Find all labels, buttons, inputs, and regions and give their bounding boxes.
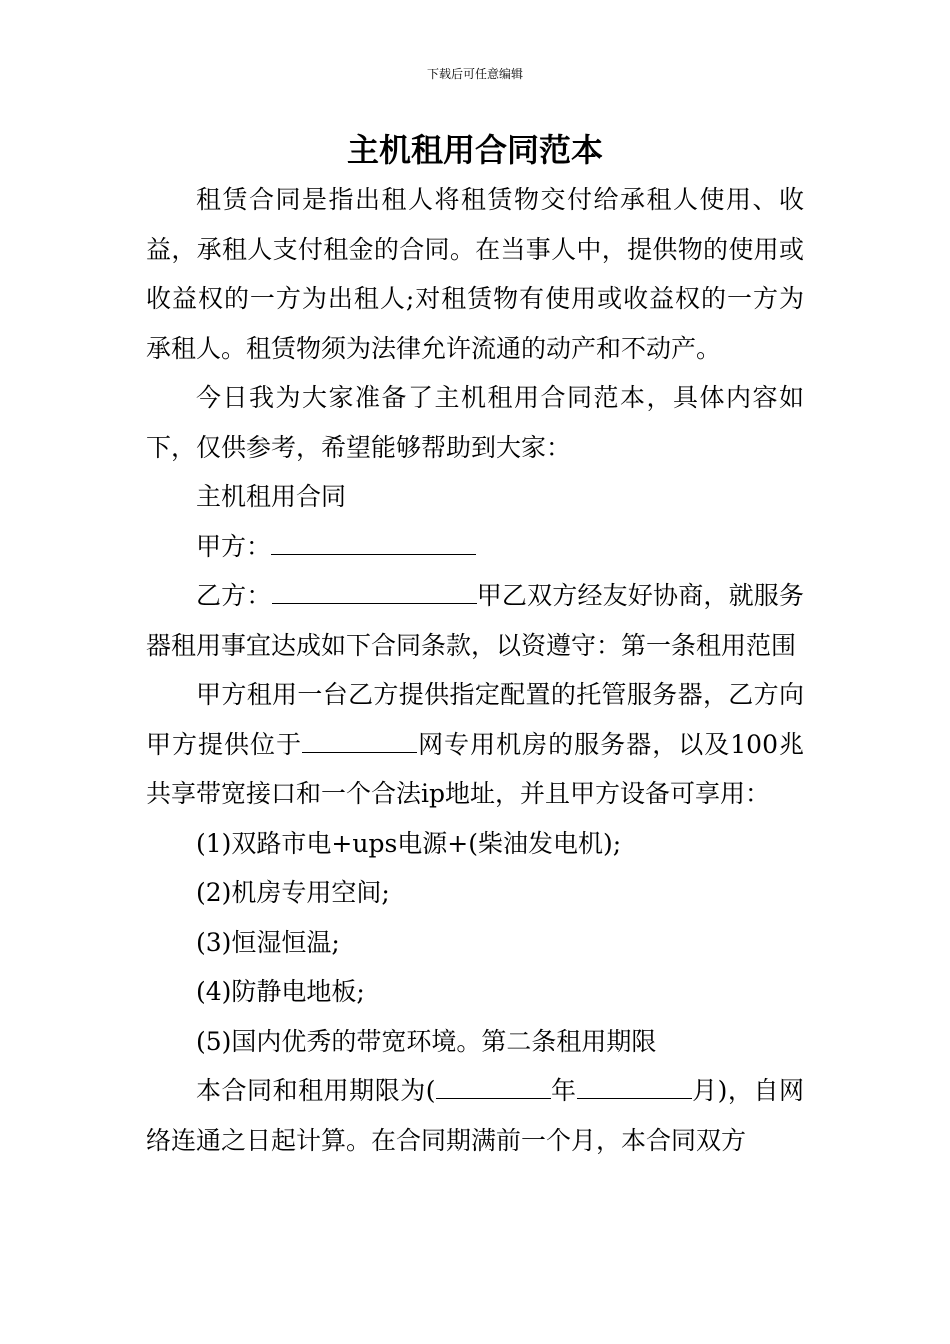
intro-paragraph: 租赁合同是指出租人将租赁物交付给承租人使用、收益，承租人支付租金的合同。在当事人中，提供物的使用或收益权的一方为出租人;对租赁物有使用或收益权的一方为承租人。租赁物须为法律允许流通的动产和不动产。 [146,185,804,363]
document-body [146,175,804,1165]
party-b-paragraph [146,571,804,670]
list-item: (5)国内优秀的带宽环境。第二条租用期限 [196,1026,657,1056]
party-b-text: 甲乙双方经友好协商，就服务器租用事宜达成如下合同条款，以资遵守：第一条租用范围 [146,581,804,660]
scope-paragraph [146,670,804,819]
term-text-b: 月)，自网络连通之日起计算。在合同期满前一个月，本合同双方 [146,1076,804,1155]
list-item: (3)恒湿恒温; [196,927,340,957]
page-title: 主机租用合同范本 [346,131,603,169]
contract-heading: 主机租用合同 [196,482,347,511]
party-a-line [146,522,804,572]
preface-paragraph: 今日我为大家准备了主机租用合同范本，具体内容如下，仅供参考，希望能够帮助到大家： [146,383,804,462]
scope-text-b: 网专用机房的服务器，以及100兆共享带宽接口和一个合法ip地址，并且甲方设备可享用： [146,729,804,808]
term-paragraph [146,1066,804,1165]
network-blank [302,726,417,753]
year-blank [436,1072,551,1099]
header-note: 下载后可任意编辑 [426,67,523,81]
party-a-blank [271,528,476,555]
list-item: (2)机房专用空间; [196,878,390,907]
scope-text-a: 甲方租用一台乙方提供指定配置的托管服务器，乙方向甲方提供位于 [146,680,804,759]
month-blank [577,1072,692,1099]
party-b-blank [272,577,477,604]
term-text-a: 本合同和租用期限为( [196,1076,436,1105]
term-year: 年 [550,1076,577,1105]
list-item: (1)双路市电+ups电源+(柴油发电机); [196,828,622,858]
party-b-label: 乙方： [196,581,272,610]
party-a-label: 甲方： [196,531,272,561]
list-item: (4)防静电地板; [196,977,365,1006]
